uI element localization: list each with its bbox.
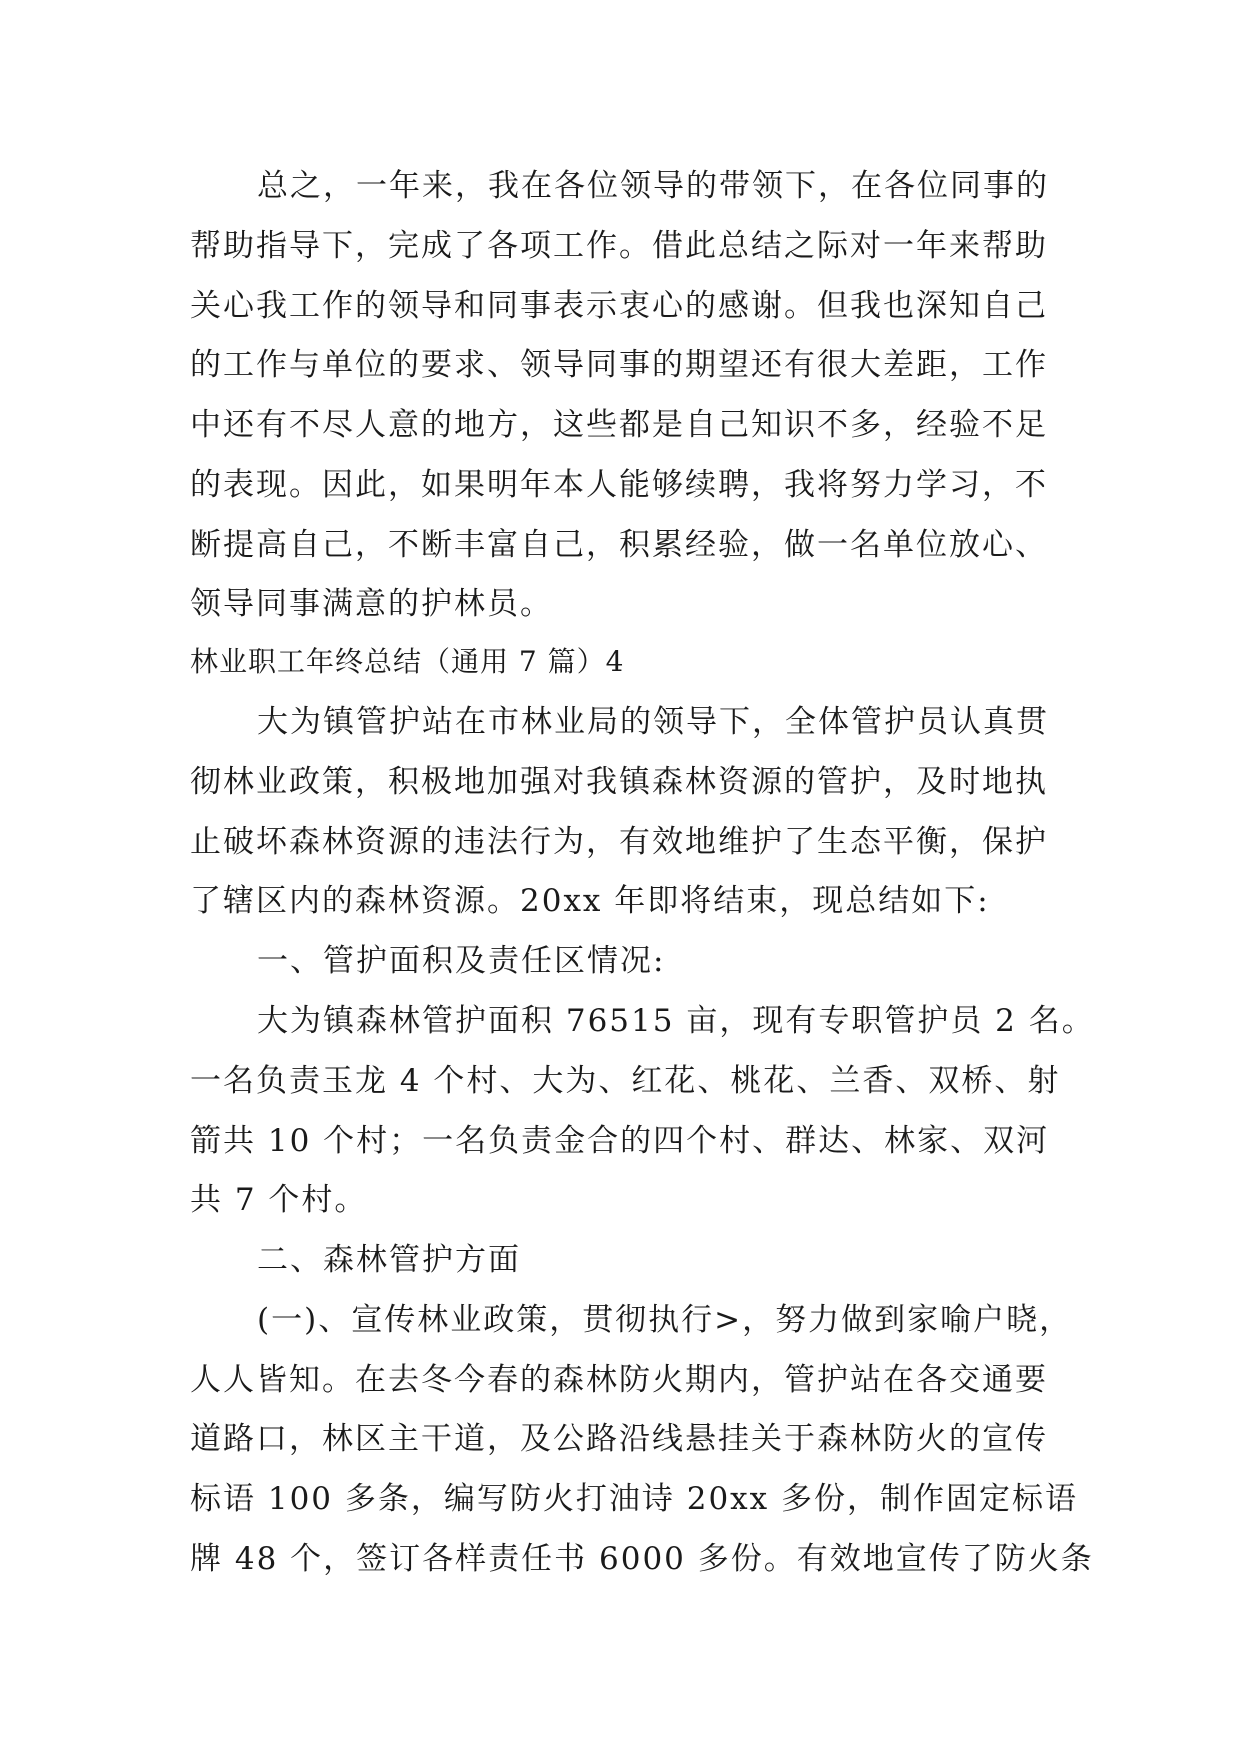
subheading: 二、森林管护方面 [257,1242,521,1278]
subheading: 一、管护面积及责任区情况: [257,943,666,979]
paragraph-line: 共 7 个村。 [190,1182,368,1218]
paragraph-line: 断提高自己，不断丰富自己，积累经验，做一名单位放心、 [190,527,1048,563]
paragraph-line: 了辖区内的森林资源。20xx 年即将结束，现总结如下: [190,883,990,919]
paragraph-line: 人人皆知。在去冬今春的森林防火期内，管护站在各交通要 [190,1362,1048,1398]
paragraph-line: 一名负责玉龙 4 个村、大为、红花、桃花、兰香、双桥、射 [190,1063,1061,1099]
paragraph-line: 标语 100 多条，编写防火打油诗 20xx 多份，制作固定标语 [190,1481,1078,1517]
paragraph-line: 关心我工作的领导和同事表示衷心的感谢。但我也深知自己 [190,288,1048,324]
paragraph-line: 箭共 10 个村；一名负责金合的四个村、群达、林家、双河 [190,1123,1050,1159]
paragraph-line: (一)、宣传林业政策，贯彻执行>，努力做到家喻户晓， [257,1302,1073,1338]
paragraph-line: 止破坏森林资源的违法行为，有效地维护了生态平衡，保护 [190,824,1048,860]
paragraph-line: 大为镇管护站在市林业局的领导下，全体管护员认真贯 [257,704,1049,740]
paragraph-line: 大为镇森林管护面积 76515 亩，现有专职管护员 2 名。 [257,1003,1095,1039]
section-title: 林业职工年终总结（通用 7 篇）4 [190,645,625,678]
paragraph-line: 中还有不尽人意的地方，这些都是自己知识不多，经验不足 [190,407,1048,443]
paragraph-line: 牌 48 个，签订各样责任书 6000 多份。有效地宣传了防火条 [190,1541,1094,1577]
paragraph-line: 的表现。因此，如果明年本人能够续聘，我将努力学习，不 [190,467,1048,503]
paragraph-line: 道路口，林区主干道，及公路沿线悬挂关于森林防火的宣传 [190,1421,1048,1457]
paragraph-line: 彻林业政策，积极地加强对我镇森林资源的管护，及时地执 [190,764,1048,800]
paragraph-line: 总之，一年来，我在各位领导的带领下，在各位同事的 [257,168,1049,204]
paragraph-line: 帮助指导下，完成了各项工作。借此总结之际对一年来帮助 [190,228,1048,264]
paragraph-line: 的工作与单位的要求、领导同事的期望还有很大差距，工作 [190,347,1048,383]
paragraph-line: 领导同事满意的护林员。 [190,586,553,622]
